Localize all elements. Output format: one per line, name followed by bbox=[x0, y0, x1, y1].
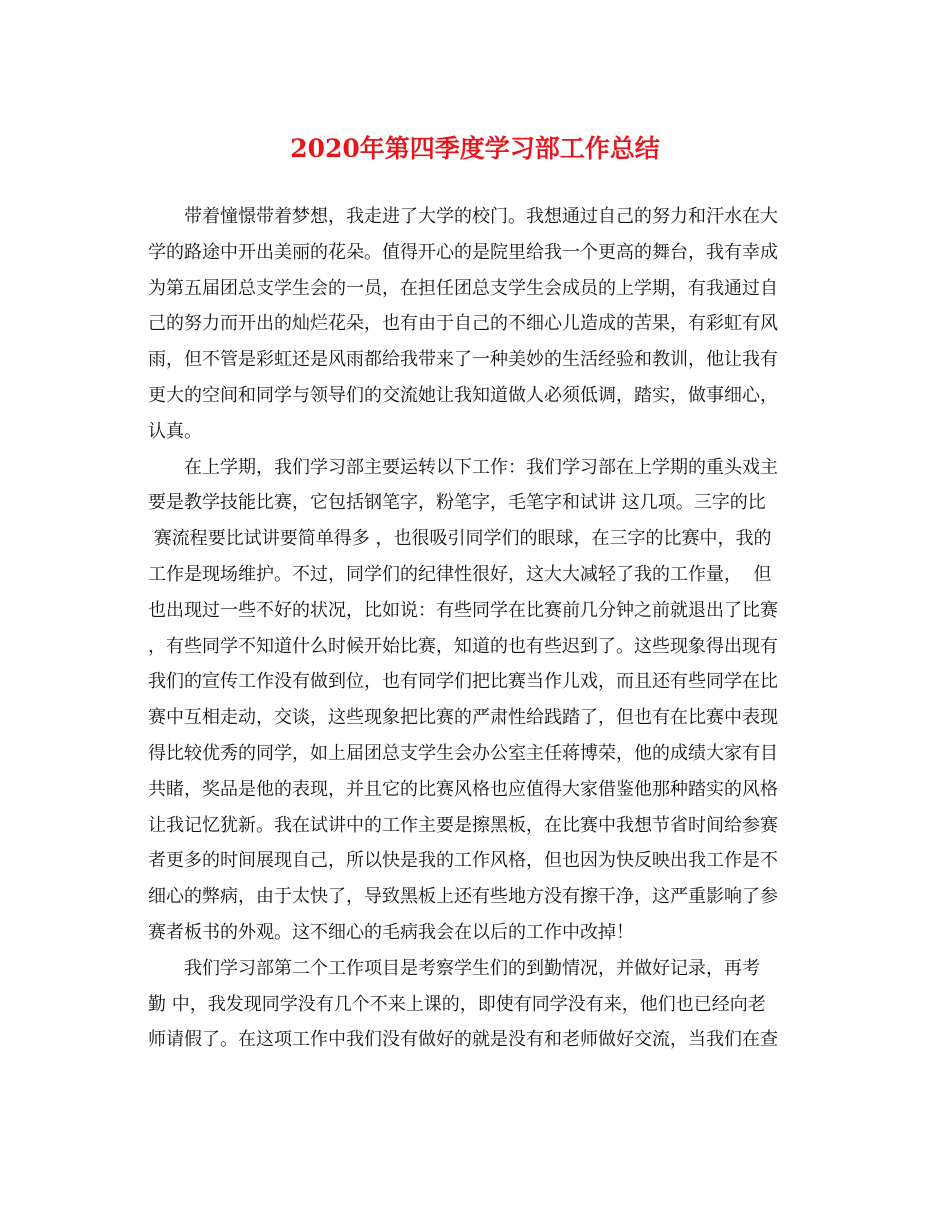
text-line: 细心的弊病，由于太快了，导致黑板上还有些地方没有擦干净，这严重影响了参 bbox=[148, 886, 778, 908]
text-line: 己的努力而开出的灿烂花朵，也有由于自己的不细心儿造成的苦果，有彩虹有风 bbox=[148, 313, 778, 335]
text-line: 赛者板书的外观。这不细心的毛病我会在以后的工作中改掉！ bbox=[148, 921, 634, 943]
text-line: 得比较优秀的同学，如上届团总支学生会办公室主任蒋博荣，他的成绩大家有目 bbox=[148, 742, 778, 764]
text-line: 勤 中，我发现同学没有几个不来上课的，即使有同学没有来，他们也已经向老 bbox=[148, 993, 766, 1015]
text-line: 也出现过一些不好的状况，比如说：有些同学在比赛前几分钟之前就退出了比赛 bbox=[148, 599, 778, 621]
text-line: 我们的宣传工作没有做到位，也有同学们把比赛当作儿戏，而且还有些同学在比 bbox=[148, 671, 778, 693]
document-body bbox=[148, 199, 798, 1058]
text-line: 更大的空间和同学与领导们的交流她让我知道做人必须低调，踏实，做事细心， bbox=[148, 384, 778, 406]
text-line: 学的路途中开出美丽的花朵。值得开心的是院里给我一个更高的舞台，我有幸成 bbox=[148, 241, 778, 263]
text-line: 共睹，奖品是他的表现，并且它的比赛风格也应值得大家借鉴他那种踏实的风格 bbox=[148, 778, 778, 800]
text-line: 让我记忆犹新。我在试讲中的工作主要是擦黑板，在比赛中我想节省时间给参赛 bbox=[148, 814, 778, 836]
text-line: 为第五届团总支学生会的一员，在担任团总支学生会成员的上学期，有我通过自 bbox=[148, 277, 778, 299]
text-line: ，有些同学不知道什么时候开始比赛，知道的也有些迟到了。这些现象得出现有 bbox=[148, 635, 778, 657]
text-line: 工作是现场维护。不过，同学们的纪律性很好，这大大减轻了我的工作量， 但 bbox=[148, 563, 772, 585]
text-line: 认真。 bbox=[148, 420, 202, 442]
text-line: 师请假了。在这项工作中我们没有做好的就是没有和老师做好交流，当我们在查 bbox=[148, 1029, 778, 1051]
text-line: 赛中互相走动，交谈，这些现象把比赛的严肃性给践踏了，但也有在比赛中表现 bbox=[148, 707, 778, 729]
text-line: 带着憧憬带着梦想，我走进了大学的校门。我想通过自己的努力和汗水在大 bbox=[148, 206, 778, 227]
text-line: 者更多的时间展现自己，所以快是我的工作风格，但也因为快反映出我工作是不 bbox=[148, 850, 778, 872]
text-line: 雨，但不管是彩虹还是风雨都给我带来了一种美妙的生活经验和教训，他让我有 bbox=[148, 349, 778, 371]
text-line: 我们学习部第二个工作项目是考察学生们的到勤情况，并做好记录，再考 bbox=[148, 957, 760, 979]
text-line: 要是教学技能比赛，它包括钢笔字，粉笔字，毛笔字和试讲 这几项。三字的比 bbox=[148, 492, 766, 514]
document-title: 2020年第四季度学习部工作总结 bbox=[290, 134, 660, 163]
text-line: 赛流程要比试讲要简单得多 ，也很吸引同学们的眼球，在三字的比赛中，我的 bbox=[148, 528, 772, 550]
text-line: 在上学期，我们学习部主要运转以下工作：我们学习部在上学期的重头戏主 bbox=[148, 456, 778, 478]
